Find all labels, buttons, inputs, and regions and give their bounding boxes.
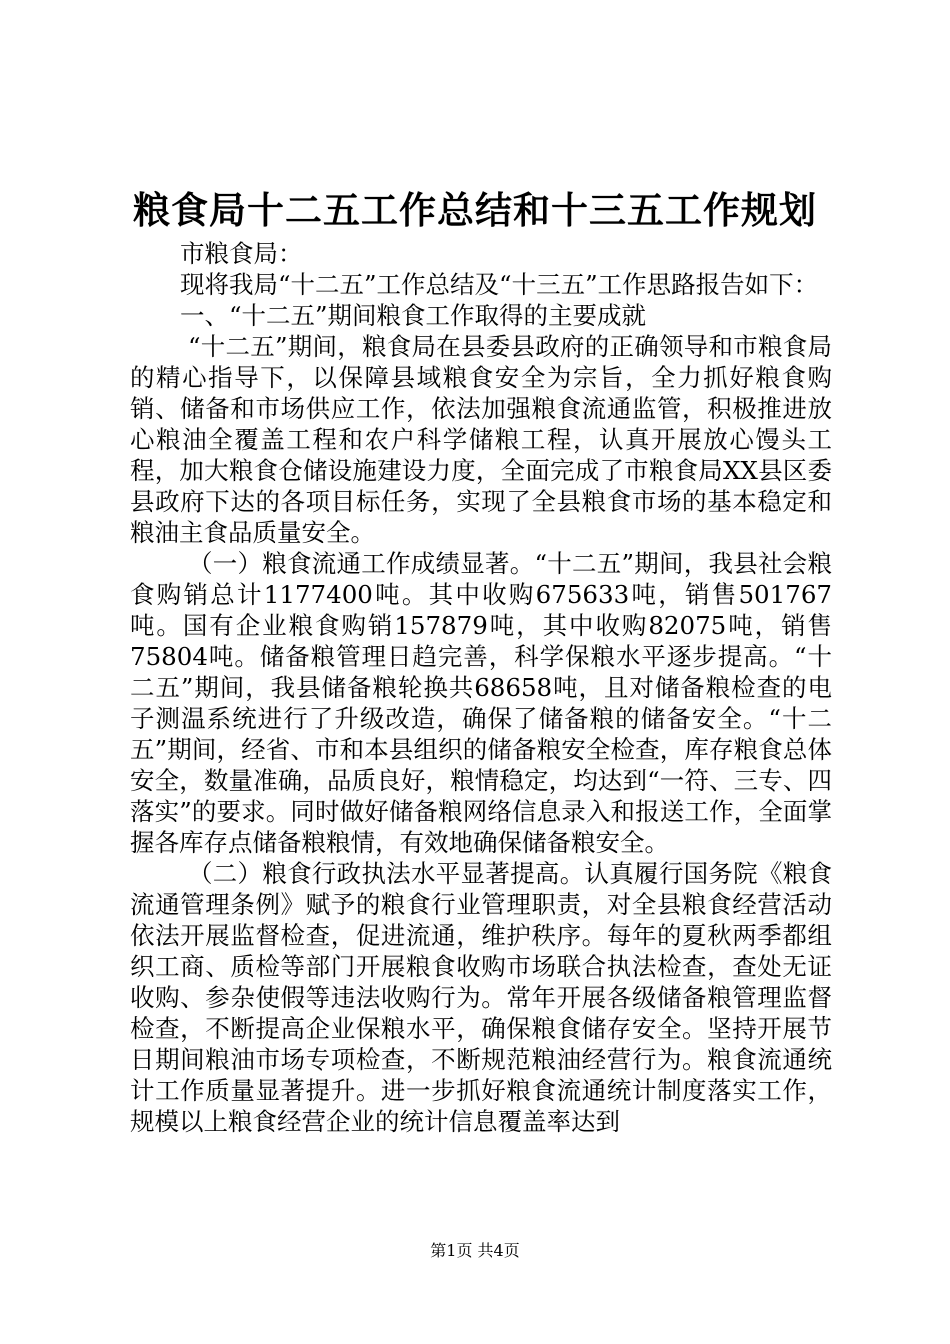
document-body	[130, 238, 832, 1137]
page-number-footer: 第1页 共4页	[430, 1241, 520, 1260]
section-heading: 一、“十二五”期间粮食工作取得的主要成就	[180, 301, 647, 330]
body-paragraph: （二）粮食行政执法水平显著提高。认真履行国务院《粮食流通管理条例》赋予的粮食行业管理职责，对全县粮食经营活动依法开展监督检查，促进流通，维护秩序。每年的夏秋两季都组织工商、质检等部门开展粮食收购市场联合执法检查，查处无证收购、参杂使假等违法收购行为。常年开展各级储备粮管理监督检查，不断提高企业保粮水平，确保粮食储存安全。坚持开展节日期间粮油市场专项检查，不断规范粮油经营行为。粮食流通统计工作质量显著提升。进一步抓好粮食流通统计制度落实工作，规模以上粮食经营企业的统计信息覆盖率达到	[130, 859, 832, 1136]
document-title: 粮食局十二五工作总结和十三五工作规划	[133, 188, 817, 232]
body-paragraph: （一）粮食流通工作成绩显著。“十二五”期间，我县社会粮食购销总计1177400吨。其中收购675633吨，销售501767吨。国有企业粮食购销157879吨，其中收购82075吨，销售75804吨。储备粮管理日趋完善，科学保粮水平逐步提高。“十二五”期间，我县储备粮轮换共68658吨，且对储备粮检查的电子测温系统进行了升级改造，确保了储备粮的储备安全。“十二五”期间，经省、市和本县组织的储备粮安全检查，库存粮食总体安全，数量准确，品质良好，粮情稳定，均达到“一符、三专、四落实”的要求。同时做好储备粮网络信息录入和报送工作，全面掌握各库存点储备粮粮情，有效地确保储备粮安全。	[130, 549, 832, 857]
body-paragraph: “十二五”期间，粮食局在县委县政府的正确领导和市粮食局的精心指导下，以保障县域粮食安全为宗旨，全力抓好粮食购销、储备和市场供应工作，依法加强粮食流通监管，积极推进放心粮油全覆盖工程和农户科学储粮工程，认真开展放心馒头工程，加大粮食仓储设施建设力度，全面完成了市粮食局XX县区委县政府下达的各项目标任务，实现了全县粮食市场的基本稳定和粮油主食品质量安全。	[130, 332, 832, 547]
salutation: 市粮食局：	[180, 239, 303, 268]
intro-paragraph: 现将我局“十二五”工作总结及“十三五”工作思路报告如下：	[180, 270, 819, 299]
